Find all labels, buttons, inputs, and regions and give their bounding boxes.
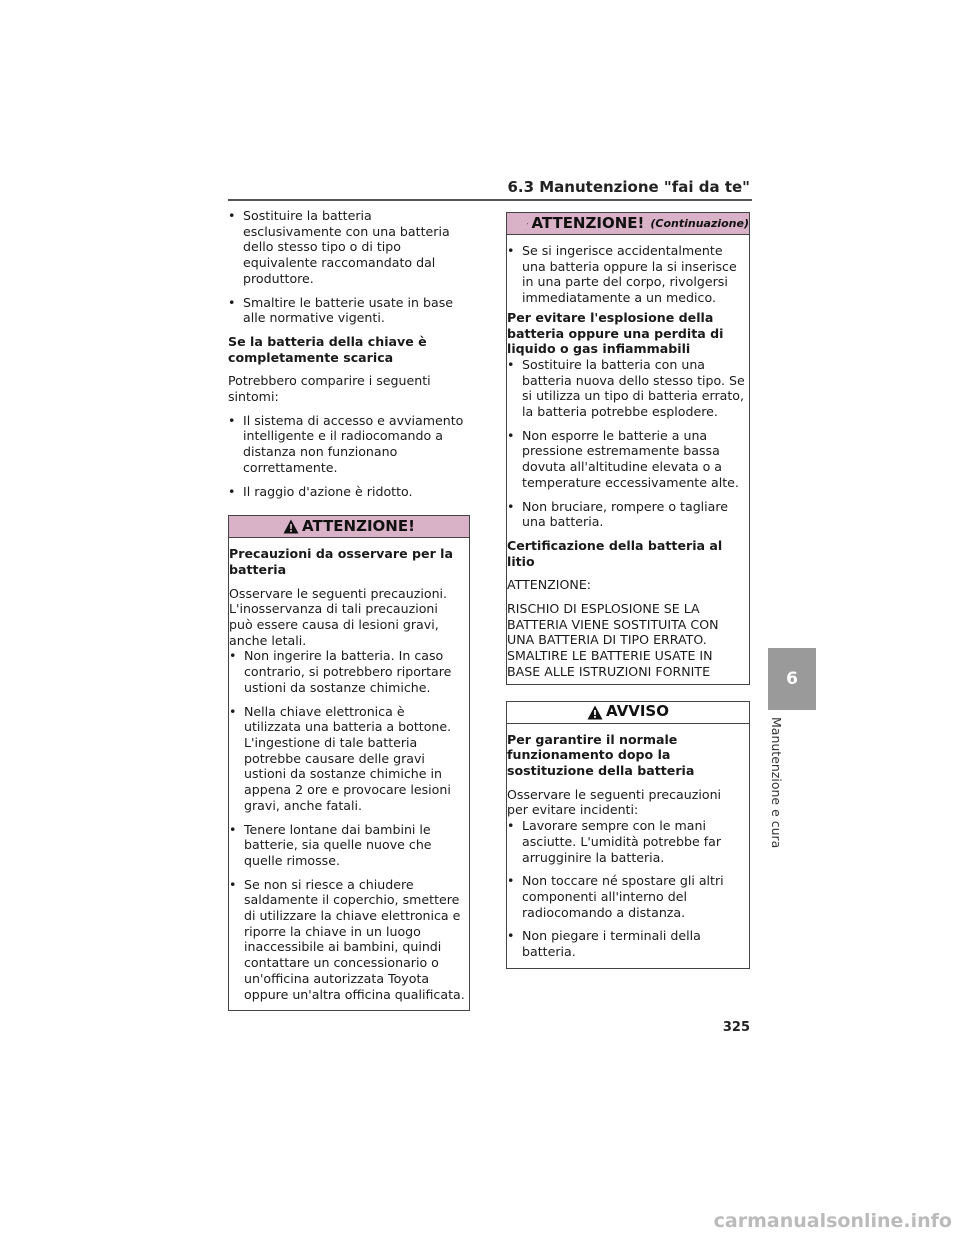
list-item: • Se si ingerisce accidentalmente una batteria oppure la si inserisce in una parte del corpo, rivolgersi immediatamente a un medico. <box>507 243 745 306</box>
page-number: 325 <box>722 1020 750 1035</box>
notice-box-body <box>507 724 749 968</box>
list-item: • Non toccare né spostare gli altri componenti all'interno del radiocomando a distanza. <box>507 873 745 920</box>
notice-title: AVVISO <box>606 702 669 721</box>
list-item: • Sostituire la batteria con una batteria nuova dello stesso tipo. Se si utilizza un tipo di batteria errato, la batteria potrebbe esplodere. <box>507 357 745 420</box>
chapter-tab: 6 <box>768 648 816 710</box>
subheading: Per evitare l'esplosione della batteria oppure una perdita di liquido o gas infiammabili <box>507 309 724 357</box>
label-text: ATTENZIONE: <box>507 577 592 593</box>
list-item: • Nella chiave elettronica è utilizzata una batteria a bottone. L'ingestione di tale batteria potrebbe causare delle gravi ustioni da sostanze chimiche in appena 2 ore e provocare lesioni gravi, anche fatali. <box>229 704 465 814</box>
warning-title: ATTENZIONE! <box>302 516 415 535</box>
list-item: • Non bruciare, rompere o tagliare una batteria. <box>507 499 745 530</box>
list-item: • Se non si riesce a chiudere saldamente il coperchio, smettere di utilizzare la chiave elettronica e riporre la chiave in un luogo inaccessibile ai bambini, quindi contattare un concessionario o un'officina autorizzata Toyota oppure un'altra officina qualificata. <box>229 877 465 1003</box>
right-column <box>506 212 750 969</box>
list-item: • Non ingerire la batteria. In caso contrario, si potrebbero riportare ustioni da sostanze chimiche. <box>229 648 465 695</box>
warning-continued-body <box>507 235 749 684</box>
notice-paragraph: Osservare le seguenti precauzioni per evitare incidenti: <box>507 786 722 818</box>
header-rule <box>228 199 752 201</box>
notice-box <box>506 701 750 969</box>
list-item: • Smaltire le batterie usate in base alle normative vigenti. <box>228 295 470 326</box>
warning-box-header <box>229 516 469 538</box>
warning-icon <box>527 216 528 231</box>
warning-continued-header <box>507 213 749 235</box>
warning-heading: Precauzioni da osservare per la batteria <box>229 546 453 577</box>
continuation-label: (Continuazione) <box>650 216 749 230</box>
list-item: • Il raggio d'azione è ridotto. <box>228 484 470 500</box>
subheading: Certificazione della batteria al litio <box>507 537 723 569</box>
list-item: • Il sistema di accesso e avviamento intelligente e il radiocomando a distanza non funzionano correttamente. <box>228 413 470 476</box>
warning-icon <box>283 519 299 534</box>
warning-paragraph: Osservare le seguenti precauzioni. L'inosservanza di tali precauzioni può essere causa di lesioni gravi, anche letali. <box>229 585 448 648</box>
list-item: • Non piegare i terminali della batteria. <box>507 928 745 959</box>
watermark: carmanualsonline.info <box>713 1210 952 1232</box>
subheading: Se la batteria della chiave è completamente scarica <box>228 333 427 365</box>
left-column <box>228 208 470 1011</box>
list-item: • Non esporre le batterie a una pressione estremamente bassa dovuta all'altitudine elevata o a temperature eccessivamente alte. <box>507 428 745 491</box>
list-item: • Sostituire la batteria esclusivamente con una batteria dello stesso tipo o di tipo equivalente raccomandato dal produttore. <box>228 208 470 287</box>
warning-continued-box <box>506 212 750 685</box>
warning-icon <box>587 705 603 720</box>
list-item: • Lavorare sempre con le mani asciutte. L'umidità potrebbe far arrugginire la batteria. <box>507 818 745 865</box>
warning-box <box>228 515 470 1011</box>
chapter-tab-label: Manutenzione e cura <box>769 717 784 849</box>
notice-box-header <box>507 702 749 724</box>
notice-heading: Per garantire il normale funzionamento dopo la sostituzione della batteria <box>507 731 695 778</box>
warning-title: ATTENZIONE! <box>531 213 645 232</box>
section-header: 6.3 Manutenzione "fai da te" <box>507 178 750 196</box>
list-item: • Tenere lontane dai bambini le batterie, sia quelle nuove che quelle rimosse. <box>229 822 465 869</box>
paragraph: Potrebbero comparire i seguenti sintomi: <box>228 373 431 405</box>
warning-box-body <box>229 538 469 1010</box>
caps-notice: RISCHIO DI ESPLOSIONE SE LA BATTERIA VIENE SOSTITUITA CON UNA BATTERIA DI TIPO ERRATO. SMALTIRE LE BATTERIE USATE IN BASE ALLE ISTRUZIONI FORNITE <box>507 601 719 679</box>
